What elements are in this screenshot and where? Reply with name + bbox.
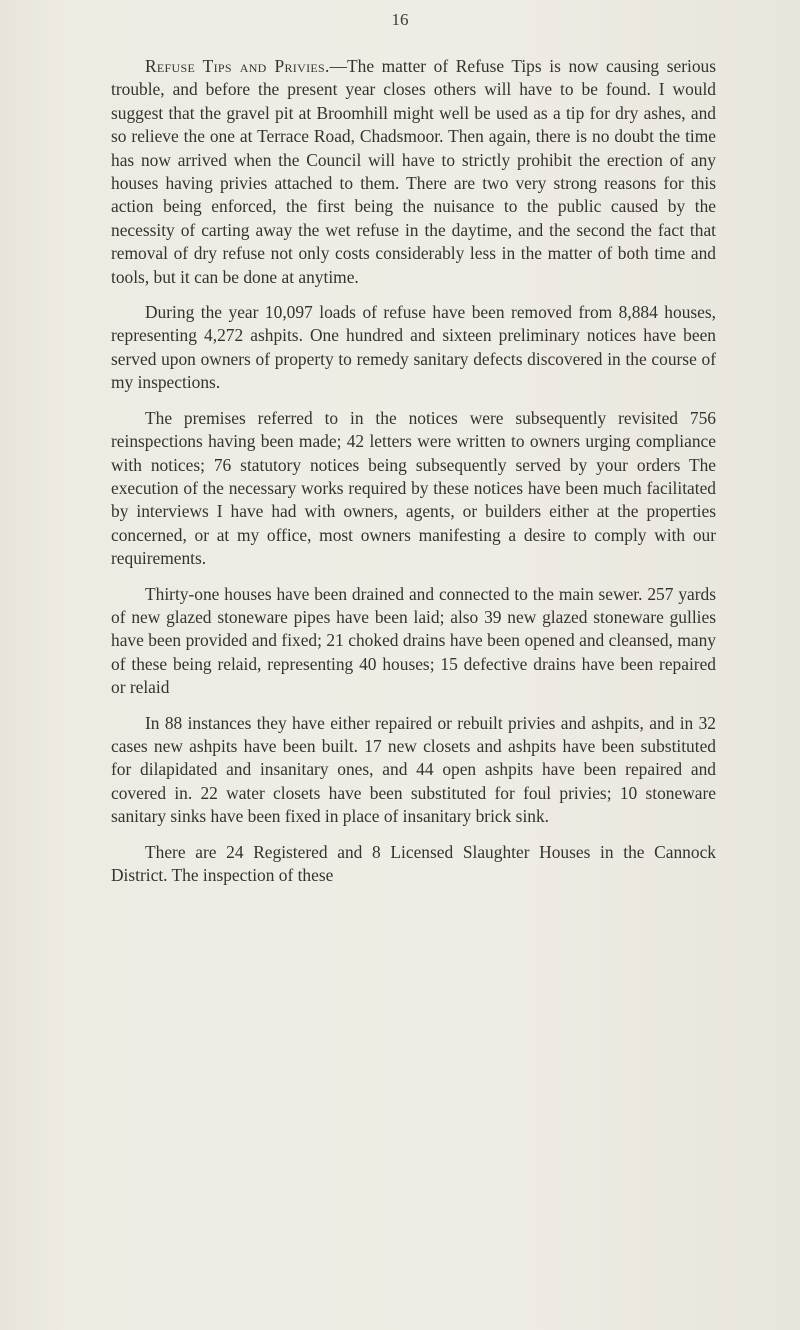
paragraph-refuse-removal: During the year 10,097 loads of refuse have been removed from 8,884 houses, representing 4,272 ashpits. One hundred and sixteen preliminary notices have been served upon owners of property to remedy sanitary defects discovered in the course of my inspections. <box>111 302 716 393</box>
page-number: 16 <box>391 10 409 29</box>
paragraph-refuse-tips <box>111 55 716 289</box>
paragraph-privies-ashpits: In 88 instances they have either repaired or rebuilt privies and ashpits, and in 32 cases new ashpits have been built. 17 new closets and ashpits have been substituted for dilapidated and insanitary ones, and 44 open ashpits have been repaired and covered in. 22 water closets have been substituted for foul privies; 10 stoneware sanitary sinks have been fixed in place of insanitary brick sink. <box>111 712 716 827</box>
body-text <box>111 55 716 899</box>
section-heading: Refuse Tips and Privies. <box>145 56 330 76</box>
paragraph-reinspections: The premises referred to in the notices were subsequently revisited 756 reinspections having been made; 42 letters were written to owners urging compliance with notices; 76 statutory notices being subsequently served by your orders The execution of the necessary works required by these notices have been much facilitated by interviews I have had with owners, agents, or builders either at the properties concerned, or at my office, most owners manifesting a desire to comply with our requirements. <box>111 407 716 569</box>
paragraph-text: —The matter of Refuse Tips is now causing serious trouble, and before the present year closes others will have to be found. I would suggest that the gravel pit at Broomhill might well be used as a tip for dry ashes, and so relieve the one at Terrace Road, Chadsmoor. Then again, there is no doubt the time has now arrived when the Council will have to strictly prohibit the erection of any houses having privies attached to them. There are two very strong reasons for this action being enforced, the first being the nuisance to the public caused by the necessity of carting away the wet refuse in the daytime, and the second the fact that removal of dry refuse not only costs considerably less in the matter of both time and tools, but it can be done at anytime. <box>111 56 716 287</box>
paragraph-drainage: Thirty-one houses have been drained and connected to the main sewer. 257 yards of new glazed stoneware pipes have been laid; also 39 new glazed stoneware gullies have been provided and fixed; 21 choked drains have been opened and cleansed, many of these being relaid, representing 40 houses; 15 defective drains have been repaired or relaid <box>111 583 716 698</box>
paragraph-slaughter-houses: There are 24 Registered and 8 Licensed Slaughter Houses in the Cannock District. The inspection of these <box>111 841 716 885</box>
